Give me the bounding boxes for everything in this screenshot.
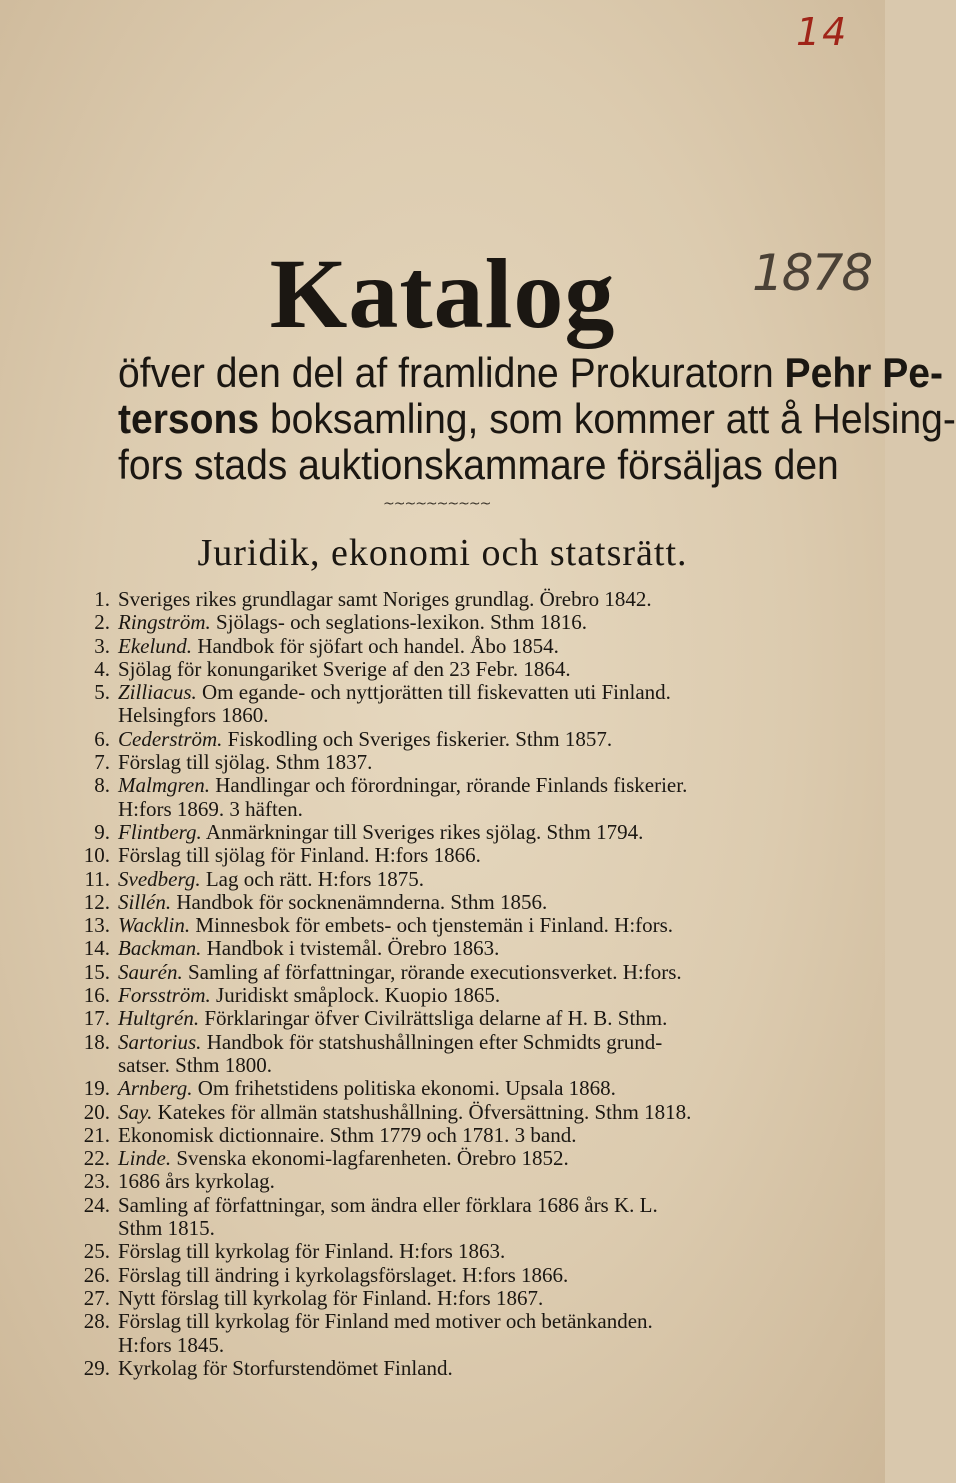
item-number: 24. [83,1192,110,1217]
item-title: Handbok för socknenämnderna. Sthm 1856. [176,889,548,914]
item-number: 10. [83,843,110,868]
item-number: 21. [83,1122,110,1147]
list-item [70,658,830,681]
list-item [70,1264,830,1287]
list-item [70,1101,830,1124]
item-number: 6. [94,726,110,751]
item-title: Handlingar och förordningar, rörande Finlands fiskerier. [215,773,688,798]
item-number: 5. [94,680,110,705]
item-author: Arnberg. [118,1076,193,1101]
item-number: 16. [83,983,110,1008]
item-title: Handbok för sjöfart och handel. Åbo 1854. [197,633,559,658]
list-item [70,635,830,658]
item-author: Saurén. [118,959,183,984]
item-number: 23. [83,1169,110,1194]
item-title: Juridiskt småplock. Kuopio 1865. [216,983,501,1008]
subtitle-text: boksamling, som kommer att å Helsing- [259,395,956,442]
item-number: 25. [83,1239,110,1264]
item-title: Nytt förslag till kyrkolag för Finland. H:fors 1867. [118,1285,544,1310]
catalog-title: Katalog [269,238,616,349]
item-number: 9. [94,819,110,844]
catalog-list [70,588,830,1380]
item-title: Fiskodling och Sveriges fiskerier. Sthm 1857. [227,726,613,751]
item-number: 17. [83,1006,110,1031]
item-title: Katekes för allmän statshushållning. Öfversättning. Sthm 1818. [157,1099,692,1124]
item-author: Sartorius. [118,1029,202,1054]
item-number: 12. [83,889,110,914]
item-title: Handbok för statshushållningen efter Schmidts grund- [206,1029,663,1054]
list-item [70,1077,830,1100]
item-number: 28. [83,1309,110,1334]
item-continuation: H:fors 1869. 3 häften. [118,796,303,821]
item-number: 27. [83,1285,110,1310]
item-continuation: H:fors 1845. [118,1332,225,1357]
item-title: Om egande- och nyttjorätten till fiskevatten uti Finland. [202,680,671,705]
item-author: Malmgren. [118,773,210,798]
owner-name: Pehr Pe- [784,349,944,396]
item-title: Samling af författningar, rörande executionsverket. H:fors. [188,959,682,984]
list-item [70,868,830,891]
item-continuation: satser. Sthm 1800. [118,1052,273,1077]
item-title: 1686 års kyrkolag. [118,1169,275,1194]
item-title: Förklaringar öfver Civilrättsliga delarne af H. B. Sthm. [204,1006,668,1031]
list-item [70,844,830,867]
item-number: 3. [94,633,110,658]
list-item [70,681,830,728]
item-title: Sjölags- och seglations-lexikon. Sthm 1816. [216,610,587,635]
item-number: 13. [83,913,110,938]
list-item [70,984,830,1007]
item-number: 18. [83,1029,110,1054]
list-item [70,1170,830,1193]
item-number: 19. [83,1076,110,1101]
item-number: 26. [83,1262,110,1287]
list-item [70,1031,830,1078]
item-number: 7. [94,750,110,775]
item-author: Say. [118,1099,153,1124]
item-title: Förslag till ändring i kyrkolagsförslaget. H:fors 1866. [118,1262,569,1287]
item-author: Flintberg. [118,819,202,844]
section-title: Juridik, ekonomi och statsrätt. [197,532,688,574]
item-continuation: Helsingfors 1860. [118,703,269,728]
decorative-divider: ~~~~~~~~~~ [383,496,491,512]
list-item [70,774,830,821]
list-item [70,1240,830,1263]
item-author: Forsström. [118,983,211,1008]
list-item [70,728,830,751]
item-title: Sveriges rikes grundlagar samt Noriges grundlag. Örebro 1842. [118,587,652,611]
list-item [70,1194,830,1241]
handwritten-corner-mark: 14 [796,10,849,54]
item-author: Wacklin. [118,913,191,938]
handwritten-year-note: 1878 [752,244,872,302]
subtitle-text: öfver den del af framlidne Prokuratorn [118,349,785,396]
subtitle-line [118,441,839,488]
list-item [70,1310,830,1357]
catalog-subtitle [118,349,956,488]
list-item [70,1124,830,1147]
list-item [70,821,830,844]
item-title: Lag och rätt. H:fors 1875. [205,866,424,891]
item-author: Backman. [118,936,202,961]
subtitle-text: fors stads auktionskammare försäljas den [118,441,839,488]
item-number: 8. [94,773,110,798]
list-item [70,1357,830,1380]
list-item [70,914,830,937]
item-author: Cederström. [118,726,223,751]
list-item [70,751,830,774]
item-title: Förslag till sjölag för Finland. H:fors 1866. [118,843,481,868]
list-item [70,1007,830,1030]
item-title: Anmärkningar till Sveriges rikes sjölag. Sthm 1794. [205,819,644,844]
item-title: Handbok i tvistemål. Örebro 1863. [206,936,500,961]
item-number: 20. [83,1099,110,1124]
item-number: 15. [83,959,110,984]
item-title: Samling af författningar, som ändra eller förklara 1686 års K. L. [118,1192,658,1217]
item-number: 11. [84,866,110,891]
owner-name: tersons [118,395,260,442]
item-number: 29. [83,1355,110,1380]
item-author: Zilliacus. [118,680,197,705]
subtitle-line [118,349,944,396]
item-author: Svedberg. [118,866,201,891]
item-title: Ekonomisk dictionnaire. Sthm 1779 och 1781. 3 band. [118,1122,577,1147]
item-number: 14. [83,936,110,961]
item-title: Om frihetstidens politiska ekonomi. Upsala 1868. [197,1076,616,1101]
item-title: Förslag till kyrkolag för Finland med motiver och betänkanden. [118,1309,653,1334]
list-item [70,891,830,914]
item-title: Svenska ekonomi-lagfarenheten. Örebro 1852. [176,1146,569,1171]
list-item [70,961,830,984]
item-continuation: Sthm 1815. [118,1216,215,1241]
item-title: Sjölag för konungariket Sverige af den 23 Febr. 1864. [118,656,571,681]
item-title: Förslag till kyrkolag för Finland. H:fors 1863. [118,1239,506,1264]
list-item [70,588,830,611]
item-number: 22. [83,1146,110,1171]
item-author: Sillén. [118,889,172,914]
item-number: 4. [94,656,110,681]
item-author: Linde. [118,1146,172,1171]
subtitle-line [118,395,956,442]
item-author: Ekelund. [118,633,193,658]
item-number: 1. [94,587,110,611]
list-item [70,1147,830,1170]
item-title: Förslag till sjölag. Sthm 1837. [118,750,373,775]
item-author: Hultgrén. [118,1006,200,1031]
item-author: Ringström. [118,610,211,635]
list-item [70,1287,830,1310]
list-item [70,611,830,634]
item-title: Kyrkolag för Storfurstendömet Finland. [118,1355,453,1380]
item-title: Minnesbok för embets- och tjenstemän i Finland. H:fors. [195,913,674,938]
list-item [70,937,830,960]
item-number: 2. [94,610,110,635]
